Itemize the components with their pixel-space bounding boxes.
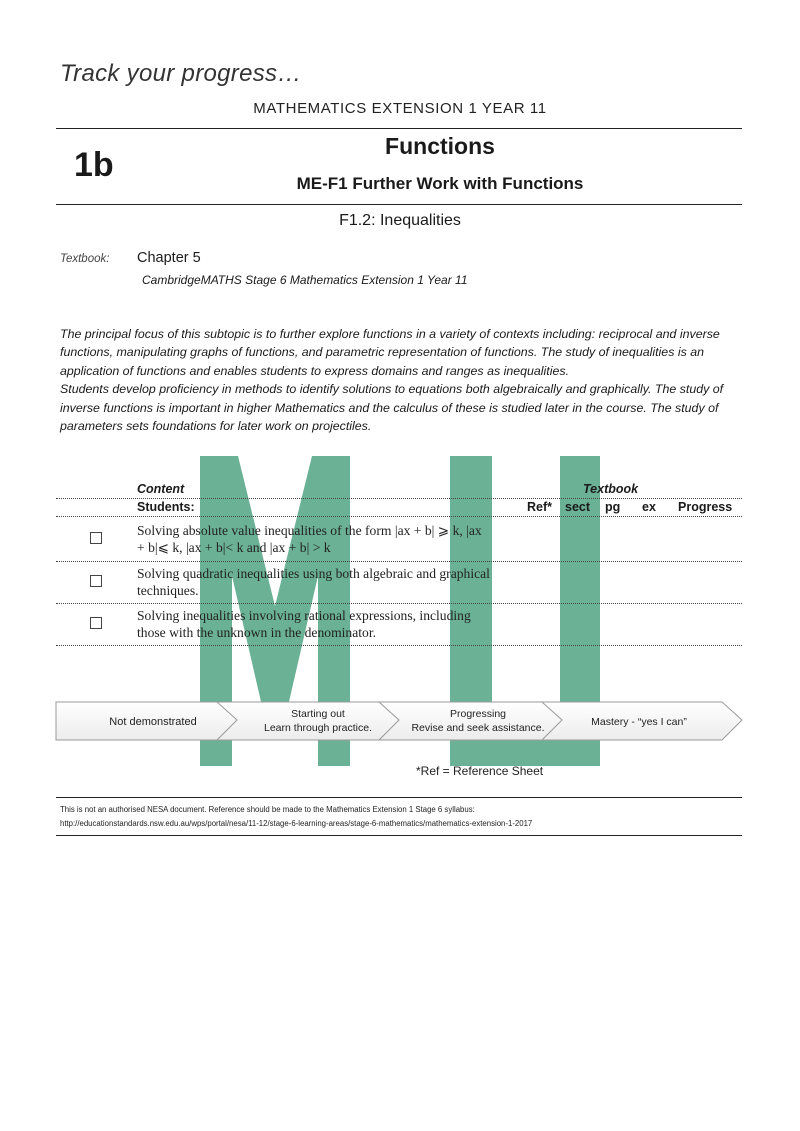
textbook-label: Textbook:	[60, 253, 110, 265]
topic-number: 1b	[74, 146, 114, 184]
disclaimer-text: This is not an authorised NESA document. Reference should be made to the Mathematics Extension 1 Stage 6 syllabus:	[60, 805, 475, 814]
content-row-text	[137, 565, 537, 599]
footer-divider-bottom	[56, 835, 742, 836]
reference-note: *Ref = Reference Sheet	[416, 764, 544, 778]
table-divider	[56, 645, 742, 646]
progress-checkbox[interactable]	[90, 532, 102, 544]
col-pg: pg	[605, 500, 621, 514]
topic-title: Functions	[385, 133, 495, 159]
page-header-title: Track your progress…	[60, 60, 302, 87]
syllabus-link[interactable]: http://educationstandards.nsw.edu.au/wps/portal/nesa/11-12/stage-6-learning-areas/stage-6-mathematics/mathematics-extension-1-2017	[60, 819, 533, 828]
content-row-text	[137, 607, 537, 641]
progress-checkbox[interactable]	[90, 617, 102, 629]
students-heading: Students:	[137, 500, 195, 514]
progress-checkbox[interactable]	[90, 575, 102, 587]
content-row-line: Solving quadratic inequalities using both algebraic and graphical	[137, 566, 490, 581]
content-row-line: Solving absolute value inequalities of the form |ax + b| ⩾ k, |ax	[137, 523, 482, 538]
table-divider	[56, 561, 742, 562]
table-divider	[56, 603, 742, 604]
col-ref: Ref*	[527, 500, 553, 514]
stage-starting-out-sub: Learn through practice.	[264, 722, 372, 734]
textbook-title: CambridgeMATHS Stage 6 Mathematics Extension 1 Year 11	[142, 273, 468, 287]
content-row-line: Solving inequalities involving rational expressions, including	[137, 608, 471, 623]
table-divider	[56, 516, 742, 517]
col-sect: sect	[565, 500, 591, 514]
col-progress: Progress	[678, 500, 733, 514]
content-row-line: those with the unknown in the denominator.	[137, 625, 376, 640]
stage-mastery: Mastery - “yes I can”	[591, 716, 687, 728]
textbook-chapter: Chapter 5	[137, 250, 201, 266]
col-ex: ex	[642, 500, 656, 514]
focus-paragraph-1: The principal focus of this subtopic is to further explore functions in a variety of contexts including: reciprocal and inverse functions, manipulating graphs of functions, and parametric representation of functions. The study of inequalities is an application of functions and enables students to express domains and ranges as inequalities.	[60, 327, 720, 378]
focus-paragraph-2: Students develop proficiency in methods to identify solutions to equations both algebraically and graphically. The study of inverse functions is important in higher Mathematics and the calculus of these is studied later in the course. The study of parameters sets foundations for later work on projectiles.	[60, 382, 724, 434]
footer-divider-top	[56, 797, 742, 798]
content-heading: Content	[137, 482, 185, 496]
focus-description	[60, 325, 742, 435]
course-title: MATHEMATICS EXTENSION 1 YEAR 11	[253, 100, 547, 117]
content-row-line: + b|⩽ k, |ax + b|< k and |ax + b| > k	[137, 540, 331, 555]
stage-progressing-sub: Revise and seek assistance.	[411, 722, 545, 734]
content-row-text	[137, 522, 537, 556]
stage-progressing-title: Progressing	[449, 708, 507, 720]
divider-top	[56, 128, 742, 129]
disclaimer	[60, 803, 532, 831]
progress-scale	[0, 690, 800, 754]
table-divider	[56, 498, 742, 499]
topic-subtitle: ME-F1 Further Work with Functions	[296, 174, 584, 193]
stage-starting-out-title: Starting out	[291, 708, 345, 720]
subtopic-title: F1.2: Inequalities	[339, 212, 461, 229]
stage-not-demonstrated: Not demonstrated	[109, 716, 197, 728]
content-row-line: techniques.	[137, 583, 199, 598]
textbook-heading: Textbook	[583, 482, 639, 496]
divider-bottom	[56, 204, 742, 205]
